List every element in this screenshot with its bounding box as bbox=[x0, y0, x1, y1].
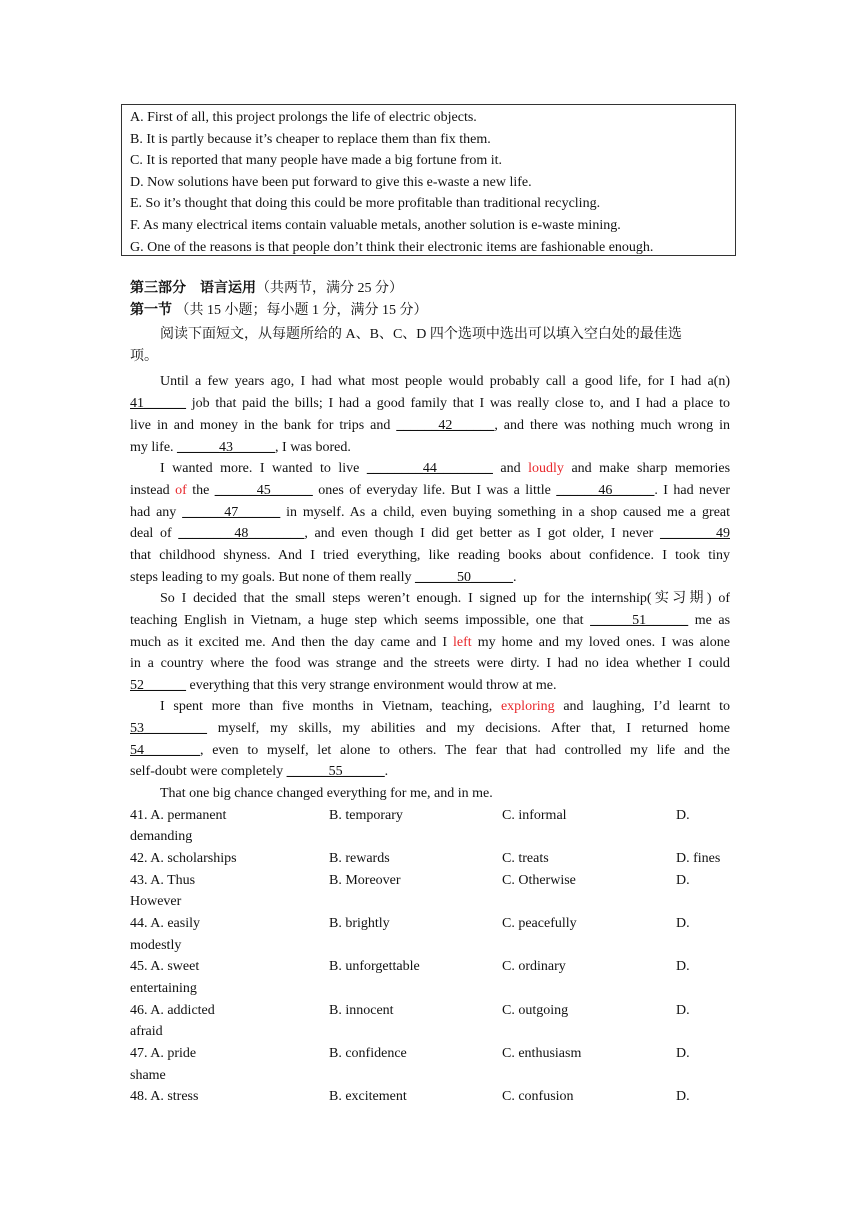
passage-text: teaching English in Vietnam, a huge step which seems impossible, one that bbox=[130, 613, 584, 628]
passage-text: steps leading to my goals. But none of them really bbox=[130, 570, 412, 585]
option-b: B. rewards bbox=[329, 851, 390, 866]
blank-49: ________49 bbox=[660, 526, 730, 541]
passage-text: and bbox=[500, 461, 521, 476]
passage-text: everything that this very strange environment would throw at me. bbox=[189, 678, 557, 693]
blank-43: ______43______ bbox=[177, 440, 276, 455]
box-option-b: B. It is partly because it’s cheaper to replace them than fix them. bbox=[130, 131, 491, 147]
option-d: D. bbox=[676, 1046, 690, 1061]
passage-line bbox=[130, 588, 730, 610]
option-c: C. treats bbox=[502, 851, 549, 866]
option-a: 43. A. Thus bbox=[130, 873, 196, 888]
option-b: B. brightly bbox=[329, 916, 390, 931]
option-b: B. innocent bbox=[329, 1003, 394, 1018]
passage-text: , and even though I did get better as I got older, I never bbox=[304, 526, 654, 541]
passage-line bbox=[130, 567, 730, 589]
passage-text: much as it excited me. And then the day came and I bbox=[130, 635, 447, 650]
blank-54: 54________ bbox=[130, 743, 200, 758]
passage-text: . bbox=[513, 570, 517, 585]
option-a: 41. A. permanent bbox=[130, 808, 227, 823]
option-c: C. peacefully bbox=[502, 916, 577, 931]
blank-42: ______42______ bbox=[396, 418, 495, 433]
blank-55: ______55______ bbox=[286, 764, 385, 779]
option-c: C. enthusiasm bbox=[502, 1046, 582, 1061]
blank-47: ______47______ bbox=[182, 505, 281, 520]
option-d: D. fines bbox=[676, 851, 721, 866]
option-d: D. bbox=[676, 1089, 690, 1104]
box-option-a: A. First of all, this project prolongs the life of electric objects. bbox=[130, 110, 477, 125]
option-d: D. bbox=[676, 959, 690, 974]
passage-line bbox=[130, 502, 730, 524]
option-a: 42. A. scholarships bbox=[130, 851, 237, 866]
passage-text: had any bbox=[130, 505, 177, 520]
passage-line bbox=[130, 458, 730, 480]
option-c: C. informal bbox=[502, 808, 567, 823]
passage-line bbox=[130, 545, 730, 567]
passage-text: and laughing, I’d learnt to bbox=[563, 699, 730, 714]
passage-text: Until a few years ago, I had what most people would probably call a good life, for I had a(n) bbox=[160, 374, 730, 389]
highlight-word: of bbox=[175, 483, 187, 498]
part3-title: 第三部分 语言运用 bbox=[130, 281, 256, 296]
option-a: 46. A. addicted bbox=[130, 1003, 215, 1018]
passage-text: I spent more than five months in Vietnam, teaching, bbox=[160, 699, 493, 714]
option-b: B. unforgettable bbox=[329, 959, 420, 974]
option-d: D. bbox=[676, 873, 690, 888]
section1-heading bbox=[130, 300, 730, 322]
option-a: 48. A. stress bbox=[130, 1089, 199, 1104]
passage-text: job that paid the bills; I had a good family that I was really close to, and I had a place to bbox=[191, 396, 730, 411]
passage-line bbox=[130, 718, 730, 740]
passage-text: . bbox=[384, 764, 389, 779]
option-d: D. bbox=[676, 1003, 690, 1018]
option-d-wrap: entertaining bbox=[130, 981, 197, 996]
blank-53: 53_________ bbox=[130, 721, 207, 736]
passage-text: live in and money in the bank for trips and bbox=[130, 418, 391, 433]
option-d: D. bbox=[676, 916, 690, 931]
passage-text: I wanted more. I wanted to live bbox=[160, 461, 360, 476]
passage-line bbox=[130, 761, 730, 783]
passage-line bbox=[130, 783, 730, 805]
part3-note: （共两节，满分 25 分） bbox=[256, 281, 403, 296]
section1-note: （共 15 小题；每小题 1 分，满分 15 分） bbox=[175, 303, 428, 318]
blank-52: 52______ bbox=[130, 678, 186, 693]
highlight-word: exploring bbox=[500, 699, 555, 714]
passage-text: the bbox=[192, 483, 210, 498]
blank-48: ________48________ bbox=[178, 526, 305, 541]
blank-45: ______45______ bbox=[214, 483, 313, 498]
box-option-g: G. One of the reasons is that people don’t think their electronic items are fashionable enough. bbox=[130, 239, 654, 255]
box-option-f: F. As many electrical items contain valuable metals, another solution is e-waste mining. bbox=[130, 217, 621, 233]
instruction-line-1: 阅读下面短文，从每题所给的 A、B、C、D 四个选项中选出可以填入空白处的最佳选 bbox=[160, 327, 682, 342]
option-a: 47. A. pride bbox=[130, 1046, 197, 1061]
passage-text: self-doubt were completely bbox=[130, 764, 284, 779]
passage-line bbox=[130, 437, 730, 459]
instruction-line-2: 项。 bbox=[130, 349, 158, 364]
option-d-wrap: However bbox=[130, 894, 182, 909]
passage-line bbox=[130, 675, 730, 697]
passage-line bbox=[130, 371, 730, 393]
passage-text: , even to myself, let alone to others. The fear that had controlled my life and the bbox=[200, 743, 730, 758]
option-d-wrap: modestly bbox=[130, 938, 182, 953]
blank-46: ______46______ bbox=[556, 483, 655, 498]
passage-line bbox=[130, 393, 730, 415]
highlight-word: loudly bbox=[528, 461, 564, 476]
passage-text: So I decided that the small steps weren’t enough. I signed up for the internship(实习期) of bbox=[160, 591, 730, 606]
option-a: 45. A. sweet bbox=[130, 959, 200, 974]
passage-text: that childhood shyness. And I tried everything, like reading books about confidence. I took tiny bbox=[130, 548, 730, 563]
passage-line bbox=[130, 696, 730, 718]
passage-text: ones of everyday life. But I was a little bbox=[318, 483, 551, 498]
option-d-wrap: shame bbox=[130, 1068, 166, 1083]
passage-text: myself, my skills, my abilities and my decisions. After that, I returned home bbox=[217, 721, 730, 736]
passage-text: , I was bored. bbox=[275, 440, 351, 455]
blank-41: 41______ bbox=[130, 396, 186, 411]
box-option-c: C. It is reported that many people have made a big fortune from it. bbox=[130, 153, 503, 169]
passage-text: That one big chance changed everything for me, and in me. bbox=[160, 786, 493, 801]
blank-51: ______51______ bbox=[590, 613, 689, 628]
highlight-word: left bbox=[453, 635, 472, 650]
passage-line bbox=[130, 523, 730, 545]
option-d: D. bbox=[676, 808, 690, 823]
passage-text: and make sharp memories bbox=[571, 461, 730, 476]
passage-line bbox=[130, 632, 730, 654]
option-d-wrap: afraid bbox=[130, 1024, 163, 1039]
option-b: B. temporary bbox=[329, 808, 403, 823]
option-c: C. Otherwise bbox=[502, 873, 576, 888]
option-b: B. excitement bbox=[329, 1089, 407, 1104]
part3-heading bbox=[130, 278, 730, 300]
passage-line bbox=[130, 653, 730, 675]
passage-text: my life. bbox=[130, 440, 174, 455]
passage-text: . I had never bbox=[654, 483, 730, 498]
option-b: B. confidence bbox=[329, 1046, 407, 1061]
option-c: C. confusion bbox=[502, 1089, 574, 1104]
blank-44: ________44________ bbox=[366, 461, 493, 476]
passage-line bbox=[130, 415, 730, 437]
passage-line bbox=[130, 740, 730, 762]
passage-text: my home and my loved ones. I was alone bbox=[477, 635, 730, 650]
box-option-e: E. So it’s thought that doing this could be more profitable than traditional recycling. bbox=[130, 196, 601, 212]
passage-line bbox=[130, 480, 730, 502]
passage-text: in a country where the food was strange and the streets were dirty. I had no idea whether I could bbox=[130, 656, 730, 671]
passage-line bbox=[130, 610, 730, 632]
options-box bbox=[121, 104, 736, 256]
option-b: B. Moreover bbox=[329, 873, 401, 888]
passage-text: deal of bbox=[130, 526, 172, 541]
option-c: C. ordinary bbox=[502, 959, 566, 974]
box-option-d: D. Now solutions have been put forward to give this e-waste a new life. bbox=[130, 174, 532, 190]
passage-text: instead bbox=[130, 483, 170, 498]
blank-50: ______50______ bbox=[415, 570, 514, 585]
passage-text: in myself. As a child, even buying something in a shop caused me a great bbox=[286, 505, 730, 520]
passage-text: , and there was nothing much wrong in bbox=[494, 418, 730, 433]
passage-text: me as bbox=[694, 613, 730, 628]
option-d-wrap: demanding bbox=[130, 829, 193, 844]
option-c: C. outgoing bbox=[502, 1003, 569, 1018]
option-a: 44. A. easily bbox=[130, 916, 200, 931]
section1-title: 第一节 bbox=[130, 303, 172, 318]
